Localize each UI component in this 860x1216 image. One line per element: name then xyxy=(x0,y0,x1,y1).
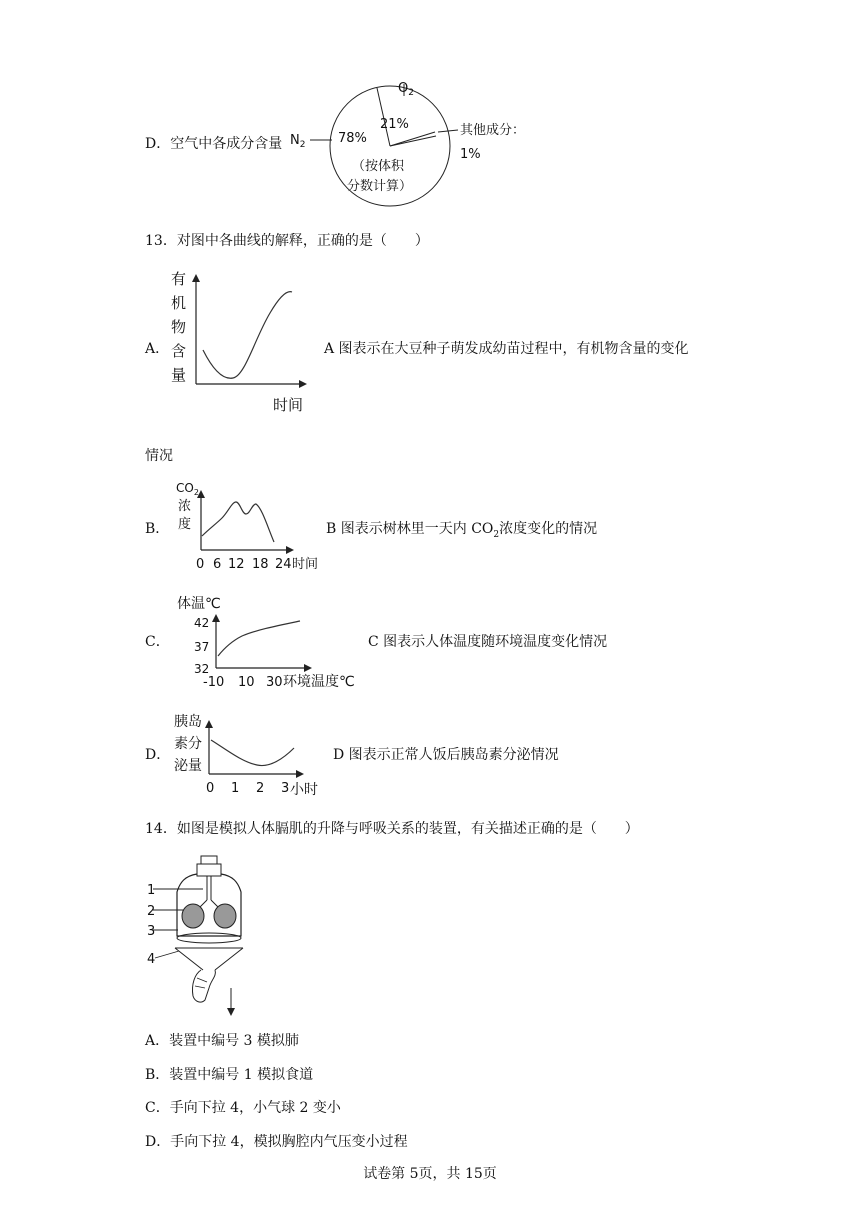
graph-b-ylabel-1: 浓 xyxy=(178,499,192,514)
graph-c-x-arrow xyxy=(304,664,312,672)
graph-c-ytick-32: 32 xyxy=(194,662,210,676)
graph-b-curve xyxy=(202,502,274,542)
graph-d-xtick-2: 2 xyxy=(256,781,265,796)
q14-option-d: D．手向下拉 4，模拟胸腔内气压变小过程 xyxy=(145,1134,408,1150)
graph-c-xtick-2: 10 xyxy=(238,675,255,690)
graph-a-ylabel-4: 含 xyxy=(171,342,187,360)
q14-option-a: A．装置中编号 3 模拟肺 xyxy=(145,1033,299,1049)
bell-jar xyxy=(177,874,241,936)
n2-label: $N_2$ xyxy=(290,133,306,150)
other-label: 其他成分： xyxy=(460,123,526,138)
pie-note-line2: 分数计算） xyxy=(347,179,413,194)
stopper-top xyxy=(201,856,217,864)
q13-a-description-cont: 情况 xyxy=(145,448,173,464)
o2-label: $O_2$ xyxy=(398,81,414,98)
graph-c-xtick-3: 30 xyxy=(266,675,283,690)
label-4: 4 xyxy=(147,952,156,967)
graph-b-co2 xyxy=(172,478,332,574)
graph-d-insulin xyxy=(172,710,332,802)
graph-b-ylabel-2: 度 xyxy=(178,517,192,532)
q14-option-c: C．手向下拉 4，小气球 2 变小 xyxy=(145,1100,341,1116)
graph-b-xtick-1: 6 xyxy=(213,557,222,572)
graph-a-ylabel-5: 量 xyxy=(171,366,187,384)
graph-d-xtick-0: 0 xyxy=(206,781,215,796)
q13-b-description: B 图表示树林里一天内 $CO_2$浓度变化的情况 xyxy=(326,521,598,540)
left-balloon xyxy=(182,904,204,928)
graph-b-xtick-3: 18 xyxy=(252,557,269,572)
pie-line-o2-end xyxy=(390,132,435,146)
graph-c-curve xyxy=(218,621,300,656)
graph-c-y-arrow xyxy=(212,614,220,622)
graph-d-ylabel-1: 胰岛 xyxy=(174,714,202,730)
graph-a-x-arrow xyxy=(299,380,307,388)
graph-d-y-arrow xyxy=(205,720,213,728)
label-2: 2 xyxy=(147,904,156,919)
graph-d-ylabel-2: 素分 xyxy=(174,736,202,752)
right-balloon xyxy=(214,904,236,928)
graph-b-x-arrow xyxy=(286,546,294,554)
graph-d-x-arrow xyxy=(296,770,304,778)
graph-c-xlabel: 环境温度℃ xyxy=(283,674,355,690)
graph-c-xtick-1: -10 xyxy=(203,675,225,690)
label-1: 1 xyxy=(147,883,156,898)
diaphragm-model-diagram xyxy=(145,852,255,1022)
q13-stem: 13．对图中各曲线的解释，正确的是（ ） xyxy=(145,233,429,249)
graph-b-xtick-4: 24 xyxy=(275,557,292,572)
pie-line-other-end xyxy=(390,136,436,146)
q12-option-d-label: D．空气中各成分含量 xyxy=(145,136,283,152)
graph-a-ylabel-3: 物 xyxy=(171,318,187,336)
q13-c-marker: C． xyxy=(145,634,170,650)
graph-c-body-temperature xyxy=(176,588,376,690)
q14-stem: 14．如图是模拟人体膈肌的升降与呼吸关系的装置，有关描述正确的是（ ） xyxy=(145,821,639,837)
other-percent: 1% xyxy=(460,147,481,162)
graph-d-xtick-3: 3 xyxy=(281,781,290,796)
pie-note-line1: （按体积 xyxy=(352,159,405,174)
graph-a-ylabel-1: 有 xyxy=(171,270,187,288)
graph-a-xlabel: 时间 xyxy=(273,396,304,414)
graph-b-xtick-2: 12 xyxy=(228,557,245,572)
o2-percent: 21% xyxy=(380,117,409,132)
graph-a-ylabel-2: 机 xyxy=(171,294,187,312)
graph-d-xlabel: 小时 xyxy=(290,782,318,798)
graph-c-ytick-42: 42 xyxy=(194,616,210,630)
q13-d-description: D 图表示正常人饭后胰岛素分泌情况 xyxy=(333,747,559,763)
air-composition-pie xyxy=(290,78,530,213)
q13-b-marker: B． xyxy=(145,521,170,537)
graph-d-ylabel-3: 泌量 xyxy=(174,758,202,774)
q13-d-marker: D． xyxy=(145,747,171,763)
graph-d-curve xyxy=(211,740,294,766)
q13-c-description: C 图表示人体温度随环境温度变化情况 xyxy=(368,634,608,650)
graph-b-xtick-0: 0 xyxy=(196,557,205,572)
rubber-membrane xyxy=(177,933,241,943)
q13-a-description: A 图表示在大豆种子萌发成幼苗过程中，有机物含量的变化 xyxy=(324,341,689,357)
graph-b-xlabel: 时间 xyxy=(292,557,319,572)
graph-c-ytick-37: 37 xyxy=(194,640,210,654)
graph-a-organic-matter xyxy=(165,268,315,418)
graph-a-y-arrow xyxy=(192,274,200,282)
graph-b-ylabel-co2: $CO_2$ xyxy=(176,481,199,497)
stopper xyxy=(197,864,221,876)
graph-d-xtick-1: 1 xyxy=(231,781,240,796)
graph-c-ylabel: 体温℃ xyxy=(177,596,221,612)
q14-option-b: B．装置中编号 1 模拟食道 xyxy=(145,1067,314,1083)
page-footer: 试卷第 5页，共 15页 xyxy=(363,1166,497,1182)
n2-percent: 78% xyxy=(338,131,367,146)
label-3: 3 xyxy=(147,924,156,939)
q13-a-marker: A． xyxy=(145,341,170,357)
graph-a-curve xyxy=(203,292,292,379)
